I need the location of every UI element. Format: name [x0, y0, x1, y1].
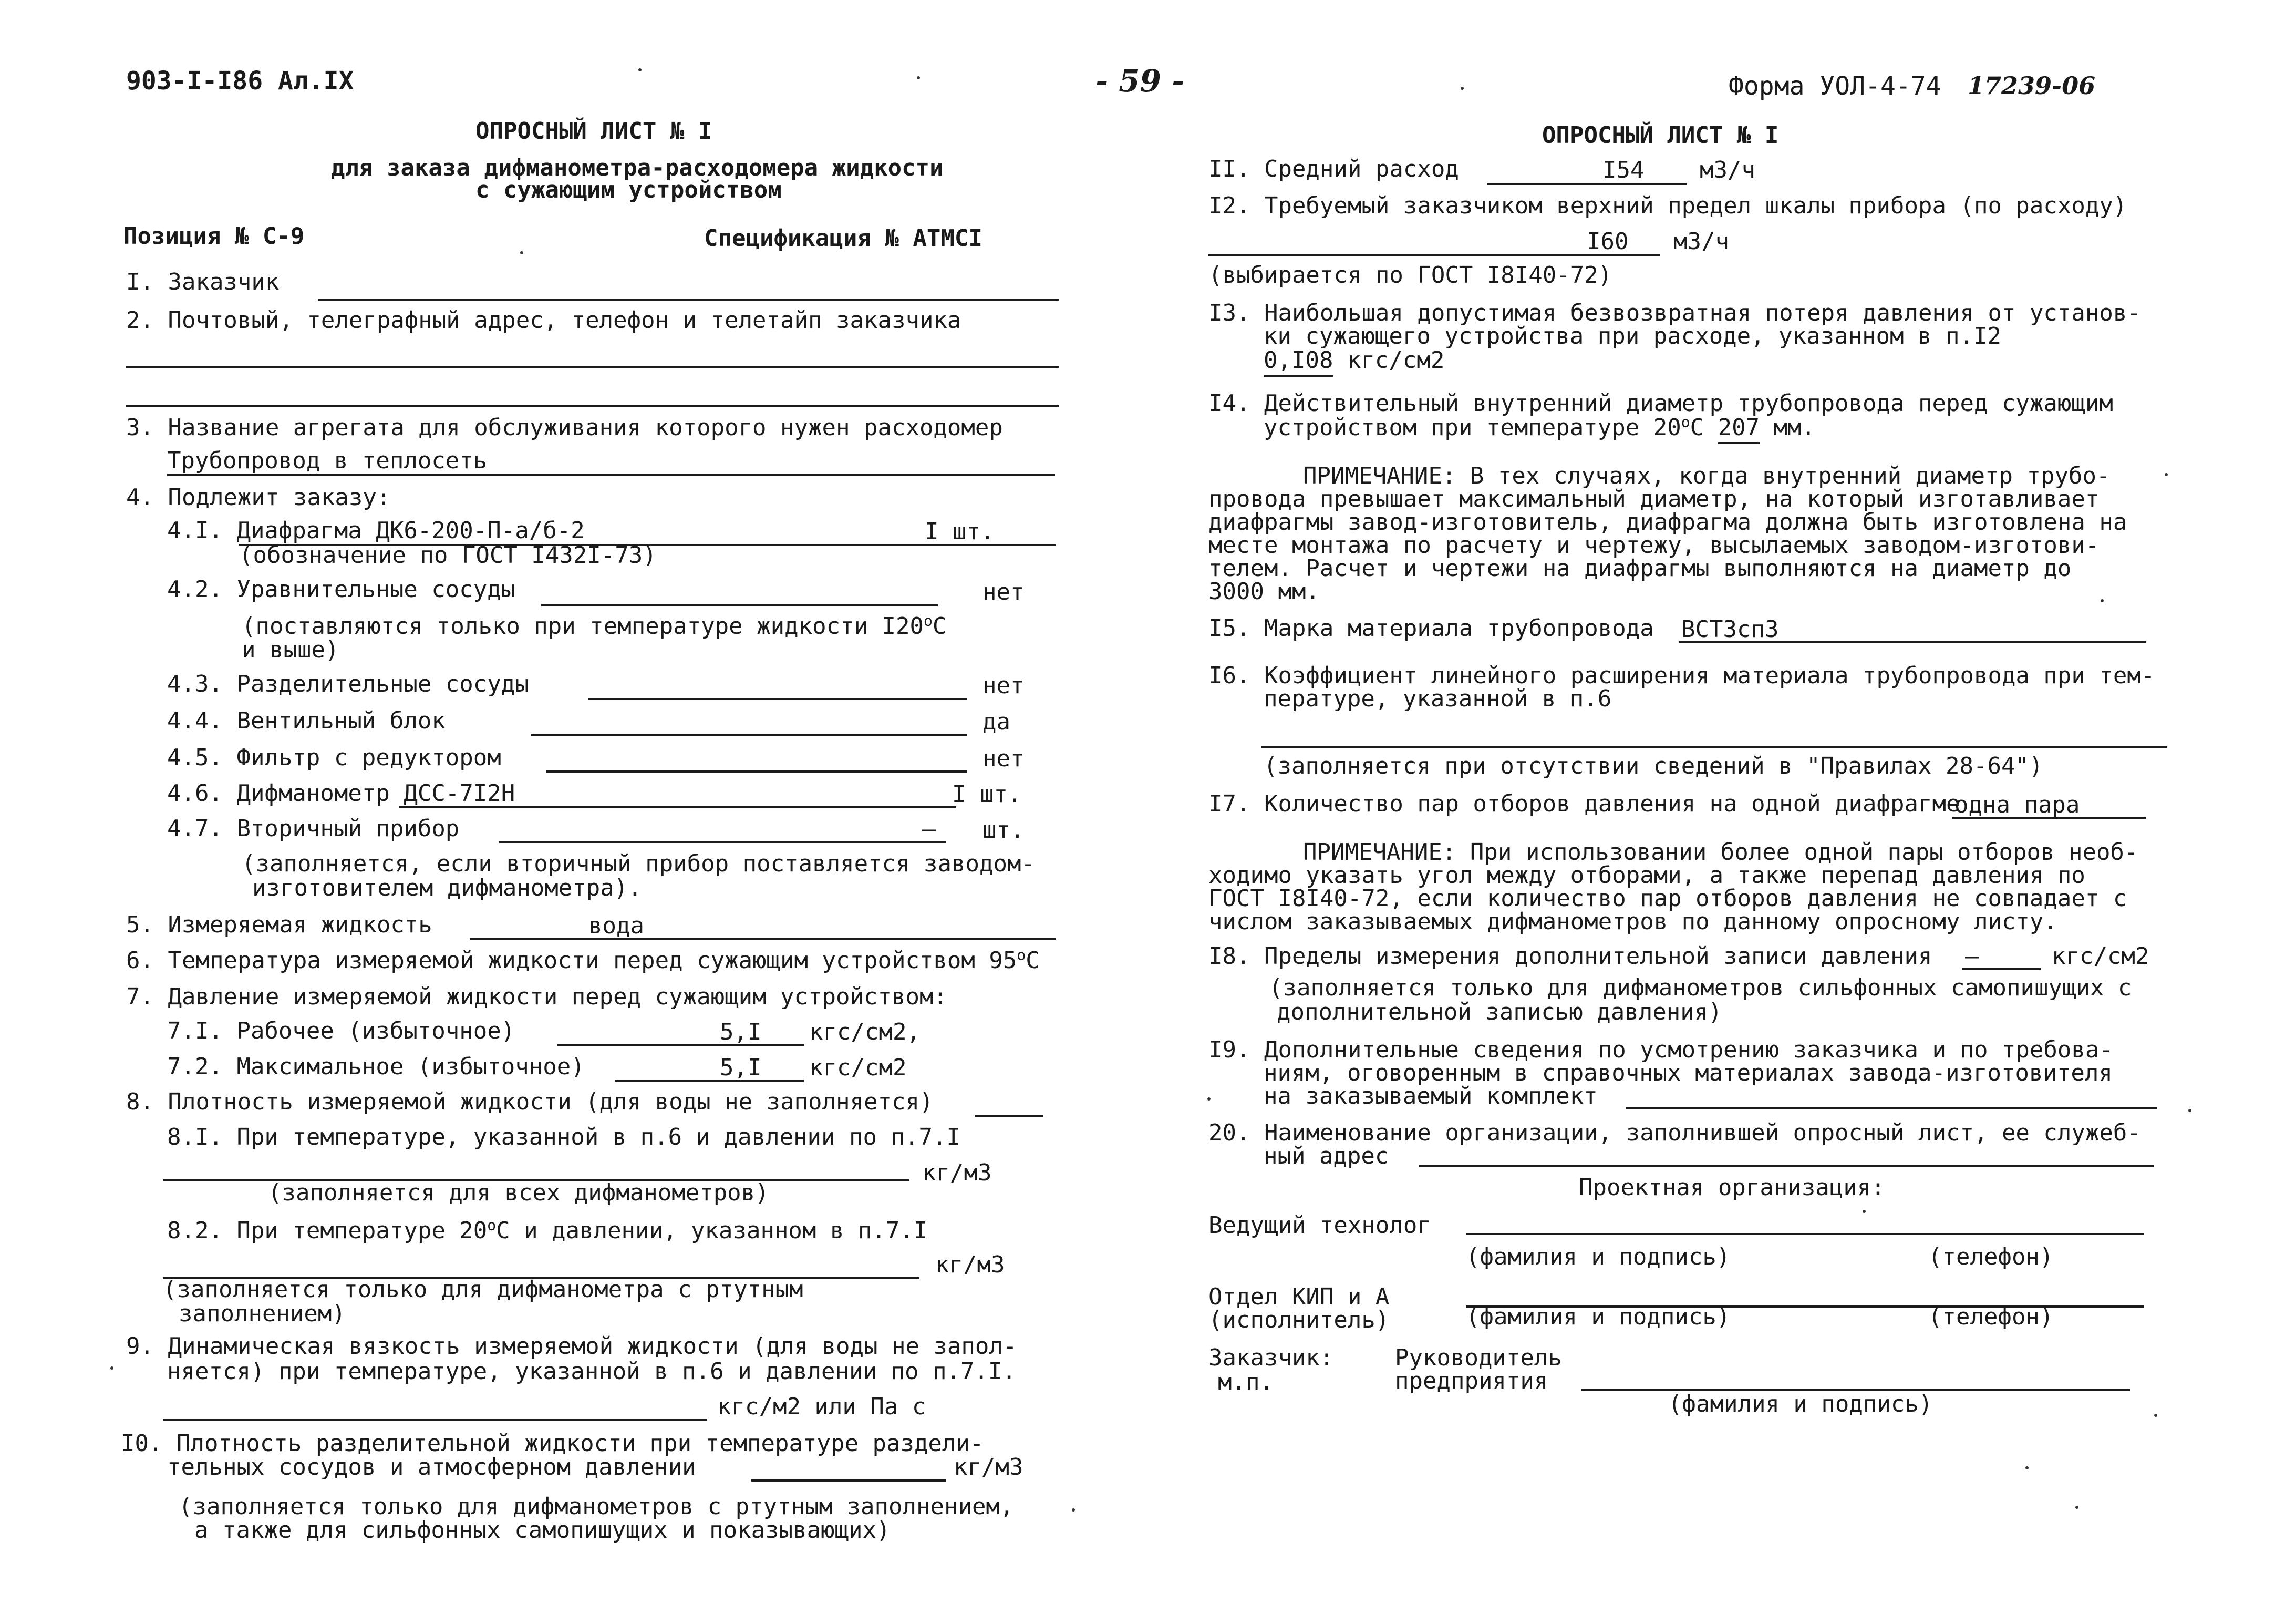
scan-speck: [2075, 1506, 2078, 1509]
field-7-2-label: 7.2. Максимальное (избыточное): [167, 1053, 585, 1080]
field-4-7-label: 4.7. Вторичный прибор: [167, 815, 460, 842]
left-subtitle-1: для заказа дифманометра-расходомера жидкости: [331, 155, 944, 181]
lead-technologist: Ведущий технолог: [1208, 1212, 1431, 1239]
field-19-line-3: на заказываемый комплект: [1264, 1083, 1598, 1109]
field-4-label: 4. Подлежит заказу:: [126, 484, 391, 511]
field-18-label: I8. Пределы измерения дополнительной записи давления: [1208, 943, 1932, 970]
field-4-7-dash: –: [922, 816, 936, 842]
field-10-unit: кг/м3: [954, 1454, 1023, 1481]
field-7-1-label: 7.I. Рабочее (избыточное): [167, 1017, 515, 1044]
scan-speck: [2025, 1466, 2029, 1469]
field-2-line-1: [126, 366, 1059, 368]
note-1-line-4: месте монтажа по расчету и чертежу, высылаемых заводом-изготови-: [1208, 532, 2100, 559]
field-11-line: [1487, 183, 1687, 185]
note-2-line-3: ГОСТ I8I40-72, если количество пар отборов давления не совпадает с: [1208, 885, 2127, 912]
field-19-line: [1626, 1107, 2157, 1109]
field-18-line: [1962, 968, 2041, 970]
stamp-place: м.п.: [1218, 1369, 1274, 1395]
field-4-6-line: [399, 806, 956, 808]
note-2-line-1: ПРИМЕЧАНИЕ: При использовании более одной пары отборов необ-: [1303, 839, 2138, 866]
field-10-line-2: тельных сосудов и атмосферном давлении: [167, 1454, 696, 1481]
signature-label-1: (фамилия и подпись): [1466, 1243, 1731, 1270]
customer-label: Заказчик:: [1208, 1344, 1334, 1371]
note-2-line-2: ходимо указать угол между отборами, а также перепад давления по: [1208, 862, 2085, 889]
scan-speck: [1863, 1210, 1866, 1213]
field-4-4-value: да: [982, 708, 1010, 735]
field-13-value: 0,I08 кгс/см2: [1264, 349, 1444, 372]
scan-speck: [2165, 473, 2168, 476]
scan-speck: [2154, 1414, 2157, 1417]
field-2-line-2: [126, 405, 1059, 407]
field-9-line-2: няется) при температуре, указанной в п.6 и давлении по п.7.I.: [167, 1358, 1016, 1385]
right-title: ОПРОСНЫЙ ЛИСТ № I: [1542, 122, 1779, 149]
field-4-6-value: I шт.: [952, 781, 1022, 808]
phone-label-2: (телефон): [1928, 1303, 2054, 1330]
field-1-label: I. Заказчик: [126, 269, 280, 295]
field-1-line: [318, 299, 1059, 301]
field-4-3-label: 4.3. Разделительные сосуды: [167, 671, 529, 697]
kip-department: Отдел КИП и А: [1208, 1283, 1390, 1310]
note-2-line-4: числом заказываемых дифманометров по данному опросному листу.: [1208, 908, 2057, 935]
field-9-unit: кгс/м2 или Па с: [717, 1393, 926, 1420]
field-4-2-note-2: и выше): [242, 636, 339, 663]
field-4-4-line: [531, 734, 967, 736]
field-8-2-label: 8.2. При температуре 20$^o$С и давлении, указанном в п.7.I: [167, 1216, 928, 1244]
note-1-line-1: ПРИМЕЧАНИЕ: В тех случаях, когда внутренний диаметр трубо-: [1303, 462, 2111, 489]
field-14-line-2: устройством при температуре 20$^o$С 207 мм.: [1264, 416, 1815, 439]
page-number: - 59 -: [1095, 63, 1185, 99]
field-3-label: 3. Название агрегата для обслуживания которого нужен расходомер: [126, 414, 1003, 441]
field-4-2-label: 4.2. Уравнительные сосуды: [167, 576, 515, 603]
field-7-2-line: [615, 1080, 804, 1082]
field-7-label: 7. Давление измеряемой жидкости перед сужающим устройством:: [126, 983, 947, 1010]
field-4-2-value: нет: [982, 579, 1025, 605]
left-title: ОПРОСНЫЙ ЛИСТ № I: [475, 118, 712, 145]
field-7-1-unit: кгс/см2,: [809, 1019, 921, 1045]
scan-speck: [2101, 599, 2104, 602]
field-16-line: [1261, 746, 2167, 748]
field-20-line: [1419, 1165, 2154, 1167]
field-8-2-note-2: заполнением): [179, 1300, 346, 1327]
note-1-line-2: провода превышает максимальный диаметр, на который изготавливает: [1208, 486, 2100, 512]
field-15-label: I5. Марка материала трубопровода: [1208, 615, 1654, 642]
field-8-1-note: (заполняется для всех дифманометров): [268, 1179, 769, 1206]
field-5-line: [470, 938, 1056, 940]
field-12-unit: м3/ч: [1673, 228, 1729, 255]
field-5-label: 5. Измеряемая жидкость: [126, 911, 432, 938]
scan-speck: [520, 251, 523, 254]
field-8-line: [975, 1115, 1043, 1117]
field-15-value: ВСТ3сп3: [1681, 616, 1779, 643]
stamp-number: 17239-06: [1968, 71, 2096, 100]
field-4-6-label: 4.6. Дифманометр ДСС-7I2Н: [167, 780, 515, 807]
field-19-line-2: ниям, оговоренным в справочных материалах завода-изготовителя: [1264, 1060, 2113, 1086]
field-7-1-value: 5,I: [720, 1019, 762, 1045]
scan-speck: [1461, 87, 1464, 90]
field-7-2-unit: кгс/см2: [809, 1054, 907, 1081]
field-5-value: вода: [588, 912, 644, 939]
field-12-label: I2. Требуемый заказчиком верхний предел шкалы прибора (по расходу): [1208, 192, 2127, 219]
field-3-line: [167, 474, 1055, 476]
field-4-5-value: нет: [982, 745, 1025, 772]
note-1-line-5: телем. Расчет и чертежи на диафрагмы выполняются на диаметр до: [1208, 555, 2072, 582]
position-label: Позиция № С-9: [123, 223, 305, 250]
field-4-7-line: [499, 841, 946, 843]
field-14-line-1: I4. Действительный внутренний диаметр трубопровода перед сужающим: [1208, 390, 2113, 417]
field-11-label: II. Средний расход: [1208, 156, 1459, 182]
signature-label-2: (фамилия и подпись): [1466, 1303, 1731, 1330]
field-4-5-line: [546, 770, 967, 773]
field-18-note-1: (заполняется только для дифманометров сильфонных самопишущих с: [1269, 974, 2132, 1001]
field-4-7-note-1: (заполняется, если вторичный прибор поставляется заводом-: [242, 850, 1035, 877]
field-8-1-label: 8.I. При температуре, указанной в п.6 и давлении по п.7.I: [167, 1124, 960, 1150]
field-17-value: одна пара: [1954, 791, 2080, 818]
scan-speck: [2188, 1109, 2191, 1112]
signature-label-3: (фамилия и подпись): [1668, 1391, 1933, 1417]
field-10-note-1: (заполняется только для дифманометров с ртутным заполнением,: [179, 1493, 1014, 1520]
field-4-3-value: нет: [982, 672, 1025, 699]
kip-executor: (исполнитель): [1208, 1307, 1390, 1333]
scan-speck: [110, 1366, 113, 1370]
field-6-label: 6. Температура измеряемой жидкости перед сужающим устройством 95$^o$С: [126, 946, 1040, 974]
field-4-2-line: [541, 604, 938, 606]
doc-code: 903-I-I86 Ал.IX: [126, 66, 354, 96]
field-4-1-note: (обозначение по ГОСТ I432I-73): [239, 542, 657, 569]
form-code: Форма УОЛ-4-74: [1729, 71, 1941, 101]
lead-technologist-line: [1466, 1233, 2144, 1235]
field-8-label: 8. Плотность измеряемой жидкости (для воды не заполняется): [126, 1088, 934, 1115]
phone-label-1: (телефон): [1928, 1243, 2054, 1270]
scan-speck: [638, 68, 642, 71]
field-19-line-1: I9. Дополнительные сведения по усмотрению заказчика и по требова-: [1208, 1036, 2113, 1063]
head-label-1: Руководитель: [1395, 1344, 1562, 1371]
field-18-note-2: дополнительной записью давления): [1277, 999, 1722, 1025]
field-4-5-label: 4.5. Фильтр с редуктором: [167, 744, 501, 771]
field-11-unit: м3/ч: [1700, 157, 1755, 183]
field-3-value: Трубопровод в теплосеть: [167, 447, 488, 474]
field-7-1-line: [557, 1044, 804, 1046]
scan-speck: [917, 76, 920, 79]
field-17-line: [1952, 817, 2146, 819]
note-1-line-3: диафрагмы завод-изготовитель, диафрагма должна быть изготовлена на: [1208, 509, 2127, 536]
field-8-1-unit: кг/м3: [922, 1159, 992, 1186]
field-12-note: (выбирается по ГОСТ I8I40-72): [1208, 262, 1612, 289]
field-9-line-1: 9. Динамическая вязкость измеряемой жидкости (для воды не запол-: [126, 1333, 1017, 1360]
field-9-line: [163, 1419, 707, 1421]
field-4-1-qty: I шт.: [925, 518, 995, 545]
field-10-line: [751, 1479, 946, 1482]
field-2-label: 2. Почтовый, телеграфный адрес, телефон и телетайп заказчика: [126, 307, 961, 334]
field-8-2-unit: кг/м3: [935, 1251, 1005, 1278]
field-16-line-1: I6. Коэффициент линейного расширения материала трубопровода при тем-: [1208, 662, 2155, 689]
field-20-line-1: 20. Наименование организации, заполнившей опросный лист, ее служеб-: [1208, 1119, 2141, 1146]
scan-speck: [1072, 1508, 1075, 1512]
field-8-2-note-1: (заполняется только для дифманометра с ртутным: [163, 1276, 803, 1303]
field-4-4-label: 4.4. Вентильный блок: [167, 707, 446, 734]
field-7-2-value: 5,I: [720, 1054, 762, 1081]
head-label-2: предприятия: [1395, 1368, 1548, 1394]
note-1-line-6: 3000 мм.: [1208, 578, 1320, 605]
field-4-7-note-2: изготовителем дифманометра).: [252, 875, 642, 901]
field-13-line-2: ки сужающего устройства при расходе, указанном в п.I2: [1264, 323, 2001, 349]
field-20-line-2: ный адрес: [1264, 1143, 1389, 1169]
field-16-line-2: пературе, указанной в п.6: [1264, 685, 1612, 712]
specification-label: Спецификация № АТМСI: [704, 225, 982, 252]
field-16-note: (заполняется при отсутствии сведений в "Правилах 28-64"): [1264, 753, 2043, 779]
scan-speck: [1207, 1097, 1211, 1101]
field-10-note-2: а также для сильфонных самопишущих и показывающих): [194, 1517, 891, 1544]
field-4-2-note-1: (поставляются только при температуре жидкости I20$^o$С: [242, 612, 947, 640]
field-4-1-label: 4.I. Диафрагма ДК6-200-П-а/б-2: [167, 517, 585, 544]
field-18-unit: кгс/см2: [2052, 943, 2149, 970]
field-10-line-1: I0. Плотность разделительной жидкости при температуре раздели-: [121, 1430, 984, 1457]
field-11-value: I54: [1602, 157, 1645, 183]
left-subtitle-2: с сужающим устройством: [475, 177, 782, 203]
field-13-line-1: I3. Наибольшая допустимая безвозвратная потеря давления от установ-: [1208, 300, 2141, 326]
field-18-value: –: [1965, 943, 1979, 970]
field-17-label: I7. Количество пар отборов давления на одной диафрагме: [1208, 790, 1960, 817]
field-4-7-value: шт.: [982, 817, 1025, 844]
field-12-value: I60: [1587, 228, 1629, 255]
org-title: Проектная организация:: [1579, 1174, 1885, 1201]
field-4-3-line: [588, 698, 967, 700]
